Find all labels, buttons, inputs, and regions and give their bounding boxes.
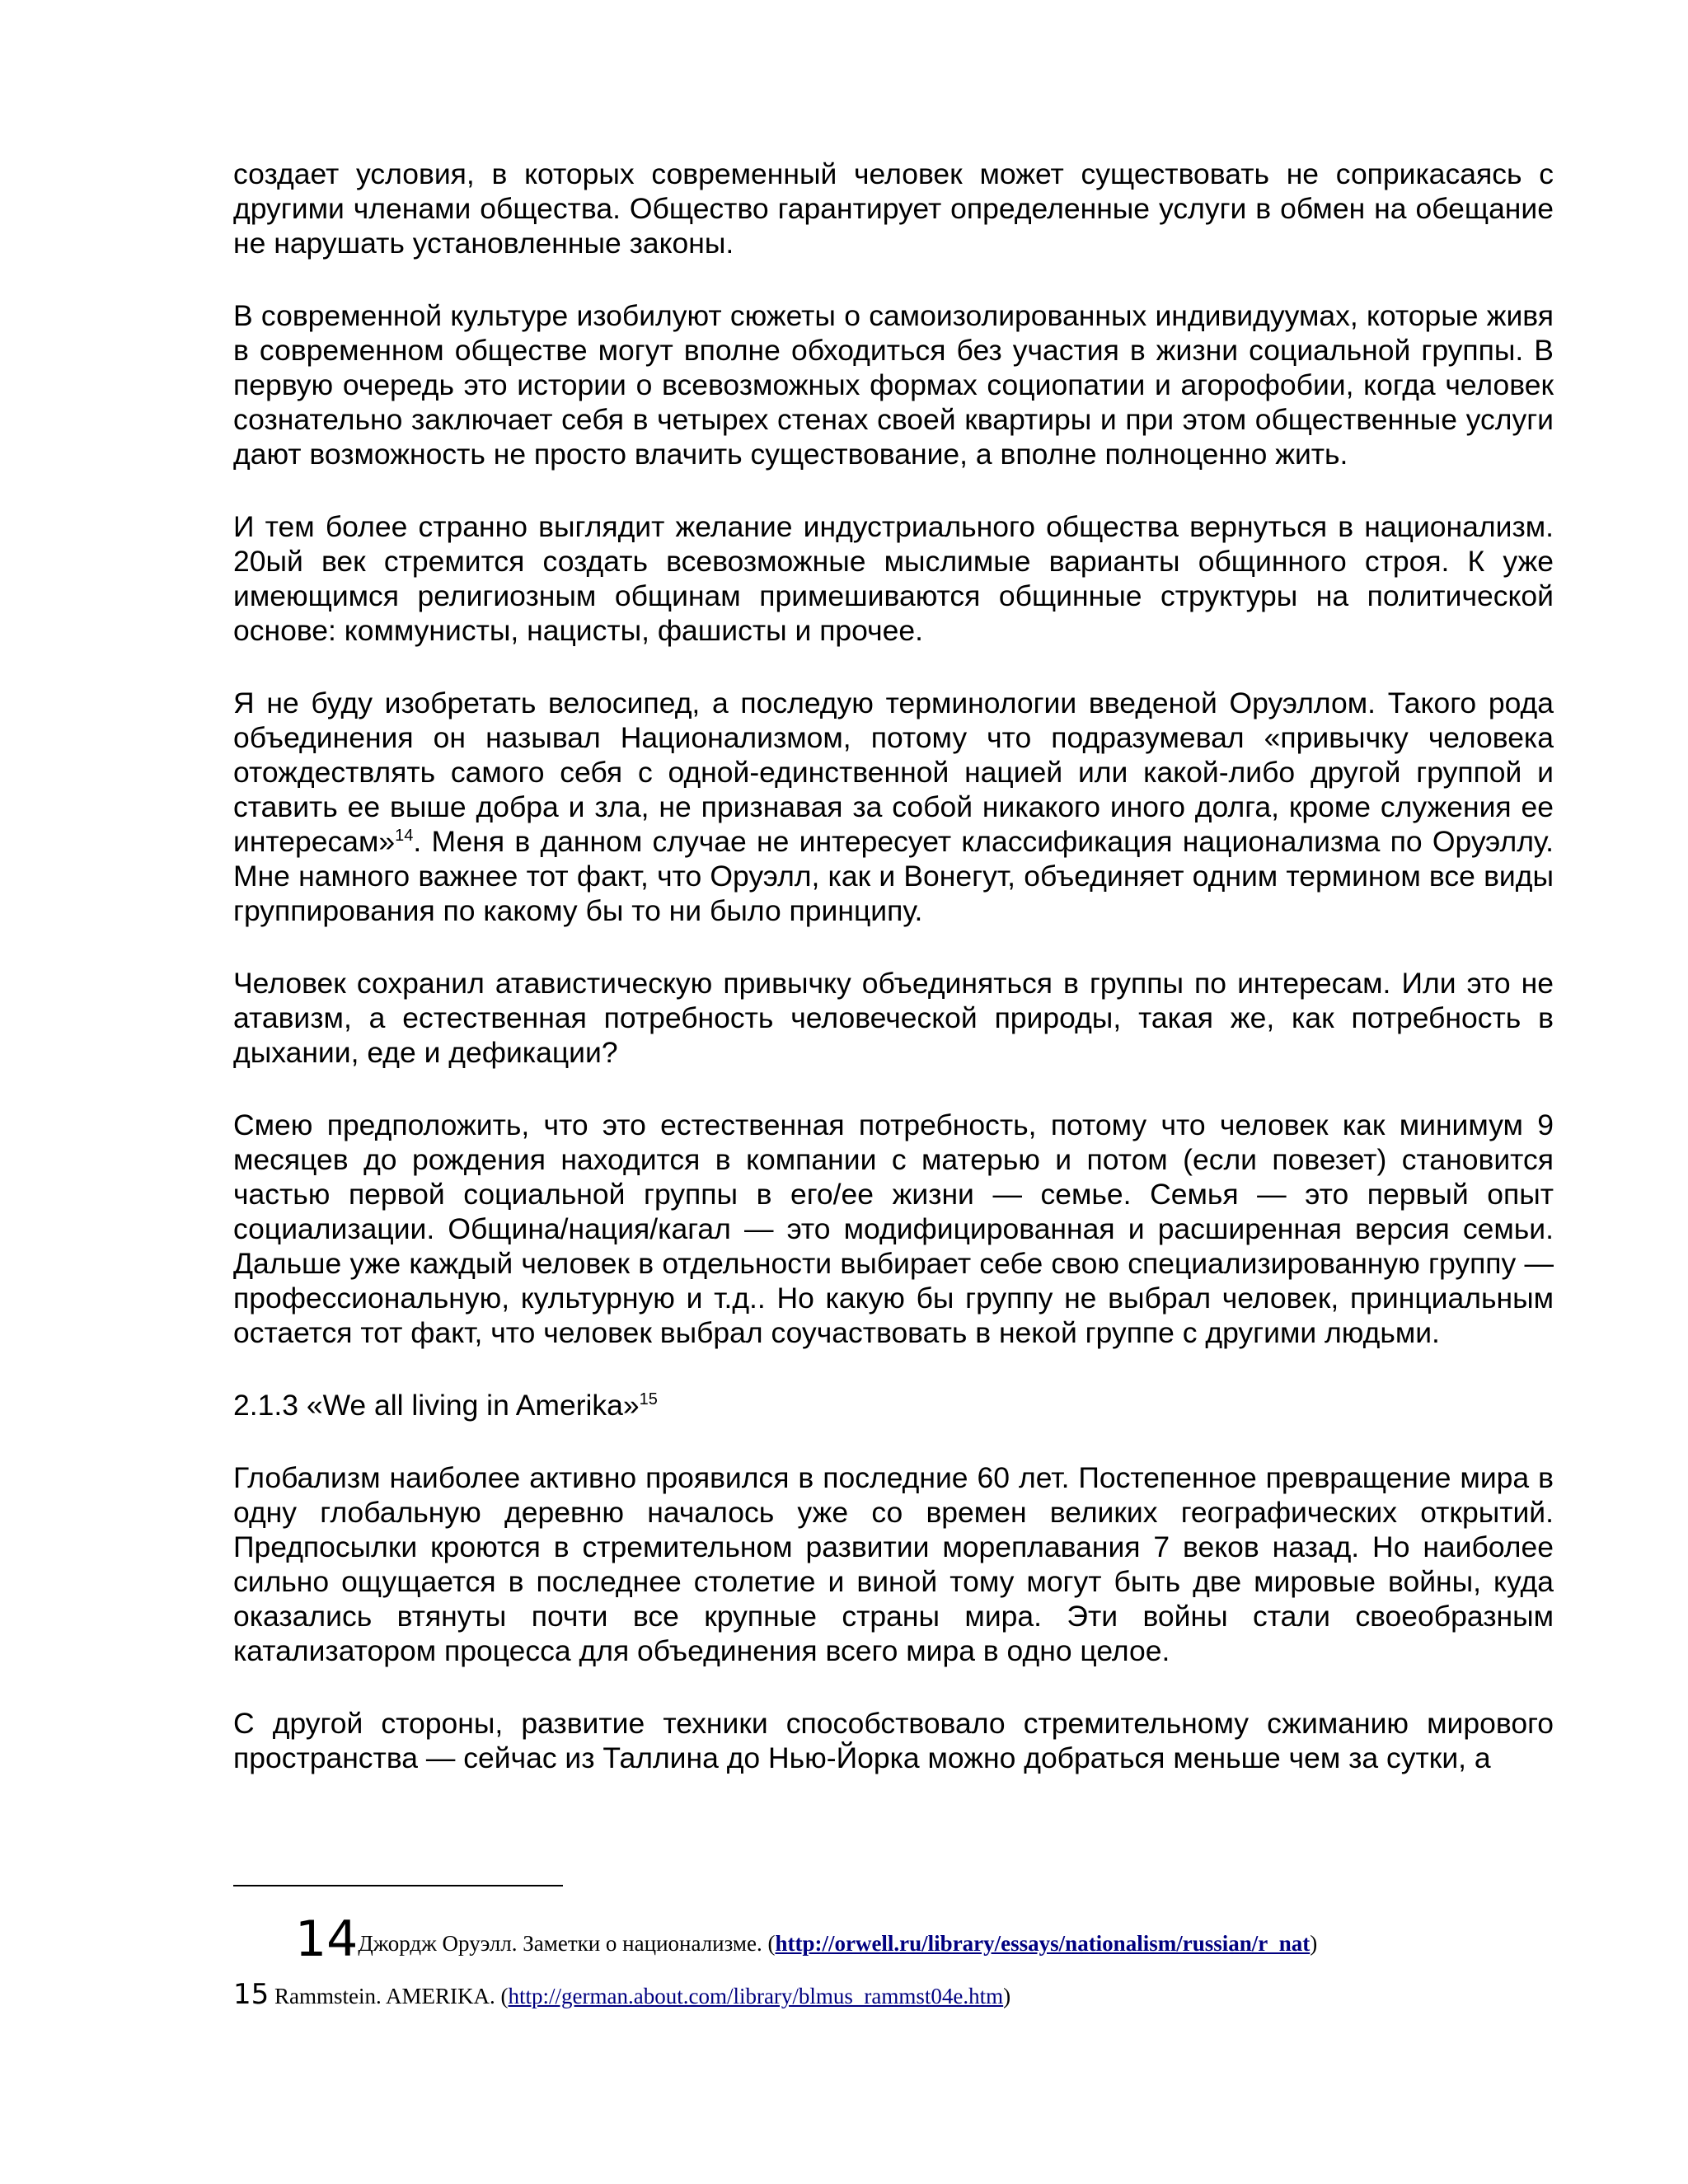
footnote-number: 14	[295, 1910, 359, 1968]
paragraph-5: Человек сохранил атавистическую привычку объединяться в группы по интересам. Или это не атавизм, а естественная потребность человеческой природы, такая же, как потребность в дыхании, еде и дефикации?	[233, 967, 1554, 1069]
paragraph-orwell-text-cont: . Меня в данном случае не интересует классификация национализма по Оруэллу. Мне намного важнее тот факт, что Оруэлл, как и Вонегут, объединяет одним термином все виды группирования по какому бы то ни было принципу.	[233, 825, 1554, 927]
footnote-link[interactable]: http://orwell.ru/library/essays/nationalism/russian/r_nat	[775, 1931, 1311, 1956]
paragraph-3: И тем более странно выглядит желание индустриального общества вернуться в национализм. 20ый век стремится создать всевозможные мыслимые варианты общинного строя. К уже имеющимся религиозным общинам примешиваются общинные структуры на политической основе: коммунисты, нацисты, фашисты и прочее.	[233, 510, 1554, 647]
footnote-14	[295, 1910, 1317, 1968]
paragraph-orwell-text: Я не буду изобретать велосипед, а последую терминологии введеной Оруэллом. Такого рода объединения он называл Национализмом, потому что подразумевал «привычку человека отождествлять самого себя с одной-единственной нацией или какой-либо другой группой и ставить ее выше добра и зла, не признавая за собой никакого иного долга, кроме служения ее интересам»	[233, 687, 1554, 858]
footnote-text: Rammstein. AMERIKA. (	[269, 1984, 509, 2008]
footnote-number: 15	[233, 1978, 270, 2011]
section-heading	[233, 1388, 1554, 1422]
paragraph-8: С другой стороны, развитие техники способствовало стремительному сжиманию мирового пространства — сейчас из Таллина до Нью-Йорка можно добраться меньше чем за сутки, а	[233, 1707, 1554, 1774]
paragraph-2: В современной культуре изобилуют сюжеты о самоизолированных индивидуумах, которые живя в современном обществе могут вполне обходиться без участия в жизни социальной группы. В первую очередь это истории о всевозможных формах социопатии и агорофобии, когда человек сознательно заключает себя в четырех стенах своей квартиры и при этом общественные услуги дают возможность не просто влачить существование, а вполне полноценно жить.	[233, 299, 1554, 471]
footnote-separator	[233, 1885, 563, 1886]
footnote-ref-15[interactable]: 15	[639, 1390, 658, 1409]
footnote-link[interactable]: http://german.about.com/library/blmus_rammst04e.htm	[508, 1984, 1004, 2008]
section-heading-text: 2.1.3 «We all living in Amerika»	[233, 1389, 640, 1422]
paragraph-1: создает условия, в которых современный человек может существовать не соприкасаясь с другими членами общества. Общество гарантирует определенные услуги в обмен на обещание не нарушать установленные законы.	[233, 157, 1554, 260]
footnote-close: )	[1310, 1931, 1318, 1956]
paragraph-orwell	[233, 686, 1554, 928]
footnote-ref-14[interactable]: 14	[395, 827, 414, 846]
footnote-text: Джордж Оруэлл. Заметки о национализме. (	[358, 1931, 776, 1956]
body-text	[233, 157, 1554, 1813]
footnote-close: )	[1003, 1984, 1011, 2008]
paragraph-6: Смею предположить, что это естественная потребность, потому что человек как минимум 9 месяцев до рождения находится в компании с матерью и потом (если повезет) становится частью первой социальной группы в его/ее жизни — семье. Семья — это первый опыт социализации. Община/нация/кагал — это модифицированная и расширенная версия семьи. Дальше уже каждый человек в отдельности выбирает себе свою специализированную группу — профессиональную, культурную и т.д.. Но какую бы группу не выбрал человек, принциальным остается тот факт, что человек выбрал соучаствовать в некой группе с другими людьми.	[233, 1108, 1554, 1349]
paragraph-7: Глобализм наиболее активно проявился в последние 60 лет. Постепенное превращение мира в одну глобальную деревню началось уже со времен великих географических открытий. Предпосылки кроются в стремительном развитии мореплавания 7 веков назад. Но наиболее сильно ощущается в последнее столетие и виной тому могут быть две мировые войны, куда оказались втянуты почти все крупные страны мира. Эти войны стали своеобразным катализатором процесса для объединения всего мира в одно целое.	[233, 1461, 1554, 1667]
footnote-15	[233, 1978, 1010, 2011]
